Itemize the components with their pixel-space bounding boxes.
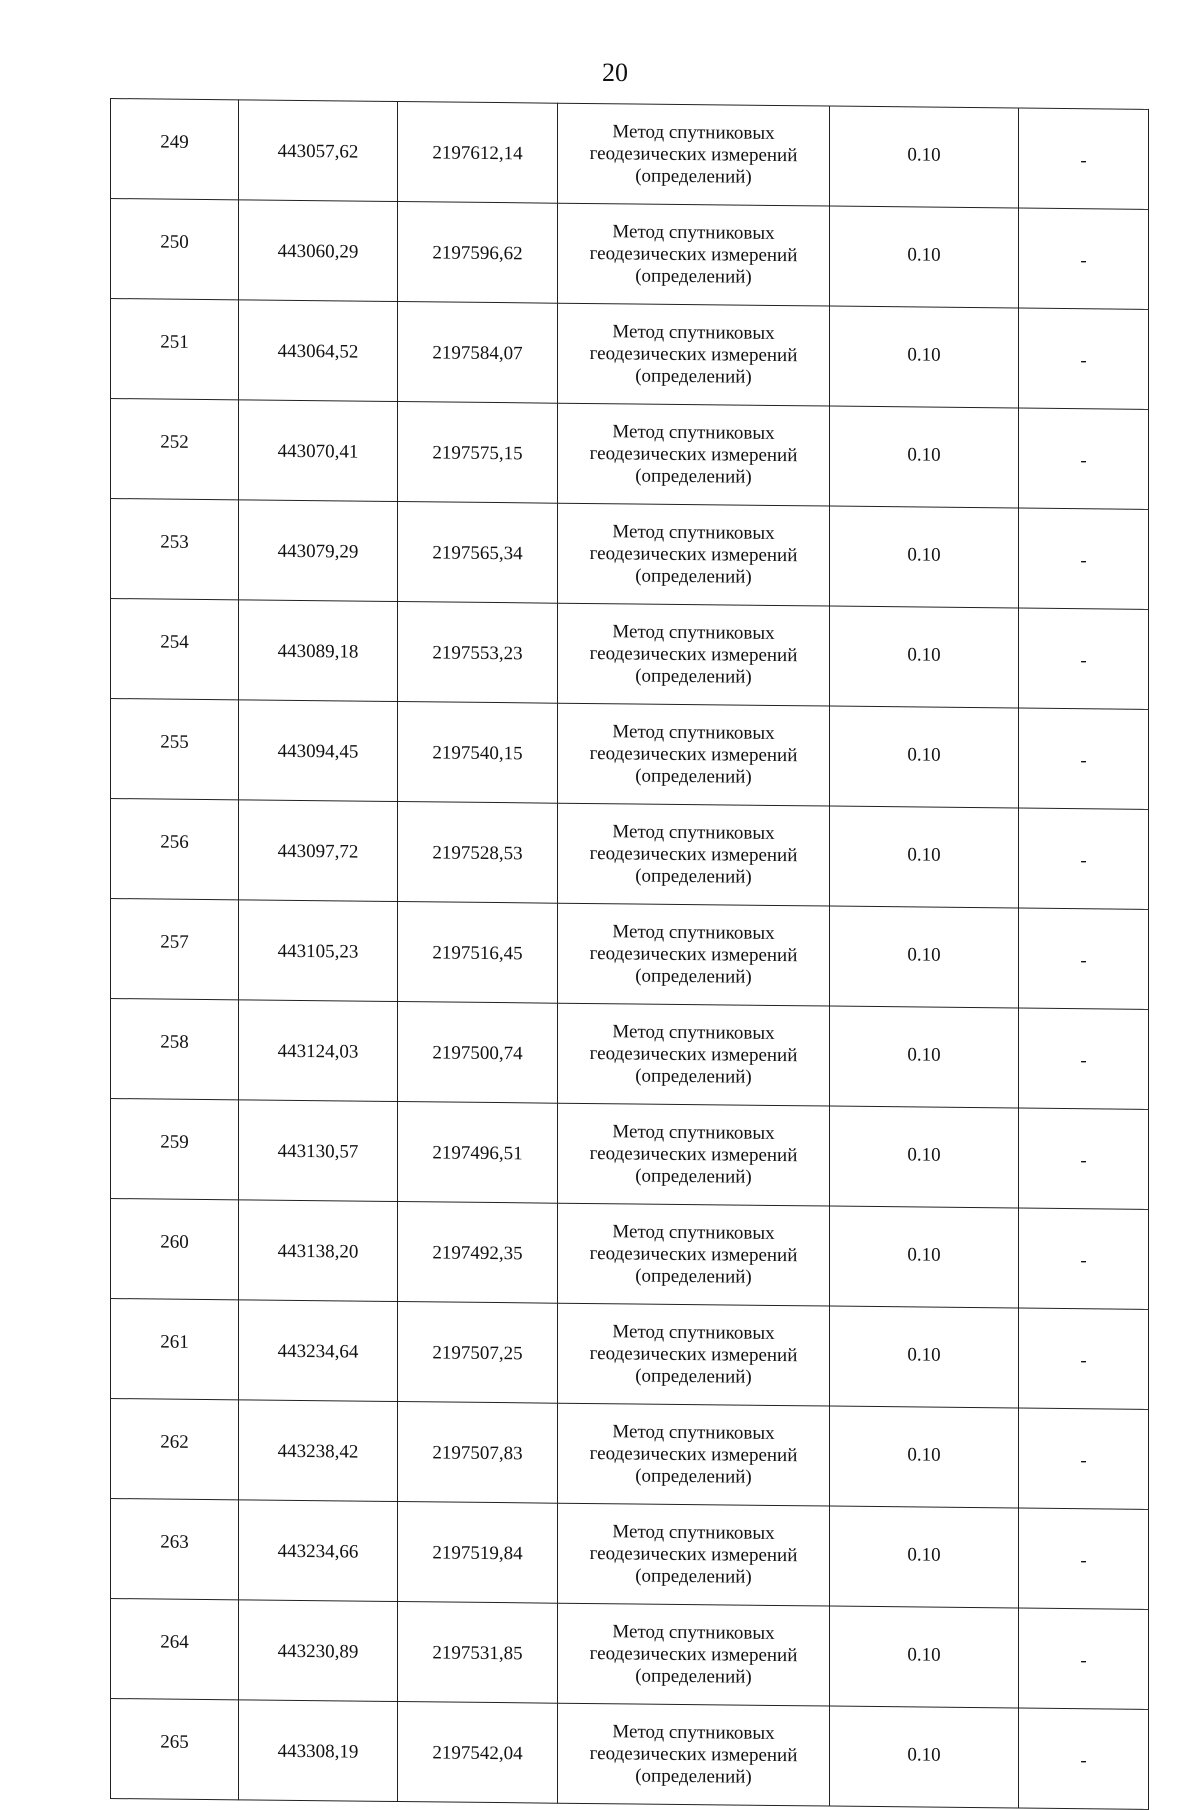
table-row	[111, 499, 1149, 610]
note-cell: -	[1019, 308, 1149, 409]
accuracy-cell: 0.10	[830, 206, 1019, 308]
method-cell: Метод спутниковых геодезических измерений (определений)	[558, 1703, 830, 1806]
point-number-cell: 259	[111, 1099, 239, 1200]
accuracy-cell: 0.10	[830, 1406, 1019, 1508]
accuracy-cell: 0.10	[830, 1706, 1019, 1808]
y-coordinate-cell: 2197584,07	[398, 302, 558, 404]
accuracy-cell: 0.10	[830, 1006, 1019, 1108]
table-row	[111, 899, 1149, 1010]
note-cell: -	[1019, 1208, 1149, 1309]
accuracy-cell: 0.10	[830, 1206, 1019, 1308]
method-cell: Метод спутниковых геодезических измерений (определений)	[558, 1203, 830, 1306]
y-coordinate-cell: 2197519,84	[398, 1502, 558, 1604]
point-number-cell: 252	[111, 399, 239, 500]
note-cell: -	[1019, 1308, 1149, 1409]
y-coordinate-cell: 2197540,15	[398, 702, 558, 804]
point-number-cell: 258	[111, 999, 239, 1100]
point-number-cell: 262	[111, 1399, 239, 1500]
note-cell: -	[1019, 1608, 1149, 1709]
x-coordinate-cell: 443238,42	[239, 1400, 398, 1502]
method-cell: Метод спутниковых геодезических измерений (определений)	[558, 203, 830, 306]
method-cell: Метод спутниковых геодезических измерений (определений)	[558, 603, 830, 706]
accuracy-cell: 0.10	[830, 906, 1019, 1008]
note-cell: -	[1019, 1508, 1149, 1609]
x-coordinate-cell: 443060,29	[239, 200, 398, 302]
note-cell: -	[1019, 208, 1149, 309]
point-number-cell: 255	[111, 699, 239, 800]
accuracy-cell: 0.10	[830, 406, 1019, 508]
table-row	[111, 399, 1149, 510]
point-number-cell: 251	[111, 299, 239, 400]
point-number-cell: 261	[111, 1299, 239, 1400]
y-coordinate-cell: 2197612,14	[398, 102, 558, 204]
method-cell: Метод спутниковых геодезических измерений (определений)	[558, 1503, 830, 1606]
table-row	[111, 1299, 1149, 1410]
point-number-cell: 257	[111, 899, 239, 1000]
y-coordinate-cell: 2197565,34	[398, 502, 558, 604]
accuracy-cell: 0.10	[830, 606, 1019, 708]
method-cell: Метод спутниковых геодезических измерений (определений)	[558, 503, 830, 606]
accuracy-cell: 0.10	[830, 306, 1019, 408]
table-row	[111, 1399, 1149, 1510]
table-row	[111, 1499, 1149, 1610]
point-number-cell: 250	[111, 199, 239, 300]
x-coordinate-cell: 443230,89	[239, 1600, 398, 1702]
table-row	[111, 99, 1149, 210]
y-coordinate-cell: 2197516,45	[398, 902, 558, 1004]
y-coordinate-cell: 2197492,35	[398, 1202, 558, 1304]
table-row	[111, 299, 1149, 410]
coordinates-table-container	[110, 98, 1148, 1810]
y-coordinate-cell: 2197553,23	[398, 602, 558, 704]
y-coordinate-cell: 2197500,74	[398, 1002, 558, 1104]
method-cell: Метод спутниковых геодезических измерений (определений)	[558, 903, 830, 1006]
point-number-cell: 249	[111, 99, 239, 200]
x-coordinate-cell: 443094,45	[239, 700, 398, 802]
note-cell: -	[1019, 908, 1149, 1009]
table-row	[111, 199, 1149, 310]
x-coordinate-cell: 443097,72	[239, 800, 398, 902]
accuracy-cell: 0.10	[830, 1306, 1019, 1408]
x-coordinate-cell: 443234,64	[239, 1300, 398, 1402]
accuracy-cell: 0.10	[830, 1606, 1019, 1708]
method-cell: Метод спутниковых геодезических измерений (определений)	[558, 403, 830, 506]
accuracy-cell: 0.10	[830, 806, 1019, 908]
y-coordinate-cell: 2197507,83	[398, 1402, 558, 1504]
point-number-cell: 264	[111, 1599, 239, 1700]
table-body	[111, 99, 1149, 1810]
note-cell: -	[1019, 1108, 1149, 1209]
x-coordinate-cell: 443124,03	[239, 1000, 398, 1102]
accuracy-cell: 0.10	[830, 1106, 1019, 1208]
accuracy-cell: 0.10	[830, 706, 1019, 808]
x-coordinate-cell: 443079,29	[239, 500, 398, 602]
method-cell: Метод спутниковых геодезических измерений (определений)	[558, 1403, 830, 1506]
note-cell: -	[1019, 1708, 1149, 1809]
table-row	[111, 999, 1149, 1110]
note-cell: -	[1019, 808, 1149, 909]
note-cell: -	[1019, 708, 1149, 809]
note-cell: -	[1019, 608, 1149, 709]
x-coordinate-cell: 443138,20	[239, 1200, 398, 1302]
method-cell: Метод спутниковых геодезических измерений (определений)	[558, 1303, 830, 1406]
x-coordinate-cell: 443130,57	[239, 1100, 398, 1202]
y-coordinate-cell: 2197496,51	[398, 1102, 558, 1204]
coordinates-table	[110, 98, 1149, 1810]
table-row	[111, 1099, 1149, 1210]
note-cell: -	[1019, 508, 1149, 609]
x-coordinate-cell: 443064,52	[239, 300, 398, 402]
method-cell: Метод спутниковых геодезических измерений (определений)	[558, 103, 830, 206]
method-cell: Метод спутниковых геодезических измерений (определений)	[558, 1003, 830, 1106]
point-number-cell: 265	[111, 1699, 239, 1800]
x-coordinate-cell: 443070,41	[239, 400, 398, 502]
page-number: 20	[602, 58, 628, 87]
x-coordinate-cell: 443105,23	[239, 900, 398, 1002]
note-cell: -	[1019, 1408, 1149, 1509]
note-cell: -	[1019, 408, 1149, 509]
x-coordinate-cell: 443234,66	[239, 1500, 398, 1602]
note-cell: -	[1019, 108, 1149, 209]
x-coordinate-cell: 443057,62	[239, 100, 398, 202]
y-coordinate-cell: 2197507,25	[398, 1302, 558, 1404]
x-coordinate-cell: 443308,19	[239, 1700, 398, 1802]
point-number-cell: 254	[111, 599, 239, 700]
accuracy-cell: 0.10	[830, 106, 1019, 208]
table-row	[111, 599, 1149, 710]
table-row	[111, 1599, 1149, 1710]
point-number-cell: 253	[111, 499, 239, 600]
method-cell: Метод спутниковых геодезических измерений (определений)	[558, 703, 830, 806]
point-number-cell: 263	[111, 1499, 239, 1600]
y-coordinate-cell: 2197542,04	[398, 1702, 558, 1804]
y-coordinate-cell: 2197575,15	[398, 402, 558, 504]
method-cell: Метод спутниковых геодезических измерений (определений)	[558, 1103, 830, 1206]
accuracy-cell: 0.10	[830, 506, 1019, 608]
table-row	[111, 1199, 1149, 1310]
y-coordinate-cell: 2197596,62	[398, 202, 558, 304]
x-coordinate-cell: 443089,18	[239, 600, 398, 702]
method-cell: Метод спутниковых геодезических измерений (определений)	[558, 303, 830, 406]
y-coordinate-cell: 2197531,85	[398, 1602, 558, 1704]
table-row	[111, 799, 1149, 910]
table-row	[111, 699, 1149, 810]
note-cell: -	[1019, 1008, 1149, 1109]
table-row	[111, 1699, 1149, 1810]
method-cell: Метод спутниковых геодезических измерений (определений)	[558, 1603, 830, 1706]
method-cell: Метод спутниковых геодезических измерений (определений)	[558, 803, 830, 906]
y-coordinate-cell: 2197528,53	[398, 802, 558, 904]
accuracy-cell: 0.10	[830, 1506, 1019, 1608]
point-number-cell: 260	[111, 1199, 239, 1300]
point-number-cell: 256	[111, 799, 239, 900]
